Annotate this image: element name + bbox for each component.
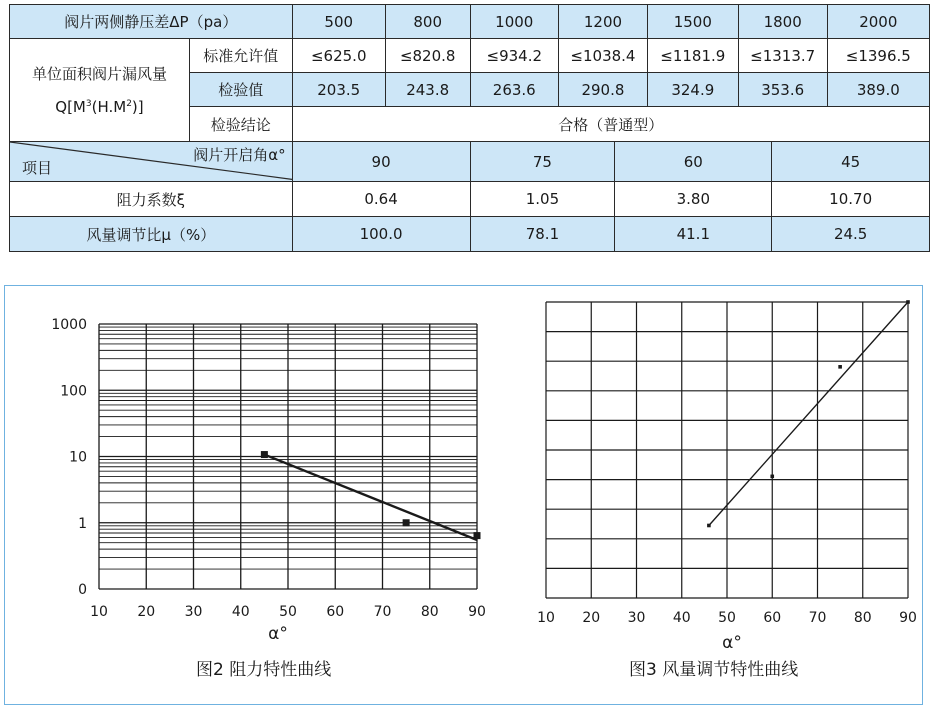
flow-ratio-value: 24.5: [772, 217, 930, 252]
allowed-value: ≤625.0: [292, 39, 385, 73]
chart3-x-tick-label: 80: [853, 610, 872, 626]
chart3-trend-line: [709, 302, 908, 525]
test-value: 353.6: [738, 73, 827, 107]
charts-panel: [4, 285, 923, 705]
chart3-x-tick-label: 10: [537, 610, 555, 626]
flow-ratio-label: 风量调节比μ（%）: [10, 217, 293, 252]
chart2-x-tick-label: 10: [90, 604, 108, 620]
resistance-value: 3.80: [615, 182, 772, 217]
chart3-x-tick-label: 30: [627, 610, 646, 626]
chart2-y-tick-label: 100: [60, 383, 87, 400]
chart2-x-tick-label: 50: [279, 604, 297, 620]
test-value: 389.0: [827, 73, 929, 107]
chart2-x-tick-label: 60: [326, 604, 345, 620]
resistance-label: 阻力系数ξ: [10, 182, 293, 217]
resistance-value: 1.05: [470, 182, 615, 217]
chart3-data-point: [906, 300, 910, 304]
chart2-x-tick-label: 30: [184, 604, 203, 620]
allowed-value: ≤1038.4: [559, 39, 648, 73]
flow-ratio-value: 41.1: [615, 217, 772, 252]
leak-label: [10, 39, 190, 142]
chart3-x-tick-label: 20: [582, 610, 601, 626]
leak-label-line2: $Q[M^3(H.M^2)]$: [55, 97, 144, 116]
chart2-caption: 图2 阻力特性曲线: [196, 660, 332, 680]
pressure-2000: 2000: [827, 5, 929, 39]
angle-75: 75: [470, 142, 615, 182]
allowed-value: ≤1313.7: [738, 39, 827, 73]
leak-label-line1: 单位面积阀片漏风量: [31, 64, 167, 83]
chart3-x-tick-label: 40: [672, 610, 691, 626]
allowed-value: ≤1181.9: [647, 39, 738, 73]
chart2-x-axis-label: α°: [268, 624, 288, 644]
chart2-trend-line: [264, 455, 477, 540]
angle-90: 90: [292, 142, 470, 182]
chart3-x-tick-label: 60: [763, 610, 782, 626]
pressure-500: 500: [292, 5, 385, 39]
chart3-data-point: [838, 365, 842, 369]
chart3-caption: 图3 风量调节特性曲线: [629, 660, 799, 680]
angle-45: 45: [772, 142, 930, 182]
chart2-x-tick-label: 70: [373, 604, 392, 620]
flow-ratio-value: 100.0: [292, 217, 470, 252]
pressure-800: 800: [385, 5, 470, 39]
conclusion-value: 合格（普通型）: [292, 107, 929, 142]
resistance-value: 10.70: [772, 182, 930, 217]
chart3-data-point: [770, 475, 774, 479]
chart2-data-point: [261, 451, 268, 458]
item-label: 项目: [22, 159, 53, 177]
test-results-table: [9, 4, 930, 252]
chart2-x-tick-label: 90: [468, 604, 486, 620]
chart2-x-tick-label: 20: [137, 604, 156, 620]
allowed-value: ≤1396.5: [827, 39, 929, 73]
test-value: 324.9: [647, 73, 738, 107]
chart2-y-tick-label: 0: [78, 582, 87, 598]
chart2-data-point: [474, 532, 481, 539]
test-value: 203.5: [292, 73, 385, 107]
chart2-y-tick-label: 1: [78, 515, 87, 532]
chart3-x-tick-label: 90: [899, 610, 917, 626]
angle-60: 60: [615, 142, 772, 182]
test-value: 290.8: [559, 73, 648, 107]
pressure-1200: 1200: [559, 5, 648, 39]
chart3-data-point: [707, 524, 711, 528]
allowed-value: ≤820.8: [385, 39, 470, 73]
test-value: 263.6: [470, 73, 558, 107]
conclusion-label: 检验结论: [189, 107, 292, 142]
chart3-x-axis-label: α°: [722, 633, 742, 653]
chart2-x-tick-label: 80: [420, 604, 439, 620]
flow-ratio-value: 78.1: [470, 217, 615, 252]
pressure-1800: 1800: [738, 5, 827, 39]
chart3-x-tick-label: 70: [808, 610, 827, 626]
chart2-data-point: [403, 519, 410, 526]
chart2-y-tick-label: 10: [69, 449, 87, 466]
pressure-header: 阀片两侧静压差ΔP（pa）: [10, 5, 293, 39]
charts-canvas: [5, 286, 921, 703]
chart2-y-tick-label: 1000: [51, 317, 87, 333]
pressure-1500: 1500: [647, 5, 738, 39]
test-value: 243.8: [385, 73, 470, 107]
allowed-value: ≤934.2: [470, 39, 558, 73]
chart3-x-tick-label: 50: [718, 610, 736, 626]
pressure-1000: 1000: [470, 5, 558, 39]
angle-label: 阀片开启角α°: [193, 146, 286, 164]
allowed-label: 标准允许值: [189, 39, 292, 73]
item-angle-header: [10, 142, 293, 182]
resistance-value: 0.64: [292, 182, 470, 217]
test-label: 检验值: [189, 73, 292, 107]
chart2-x-tick-label: 40: [231, 604, 250, 620]
